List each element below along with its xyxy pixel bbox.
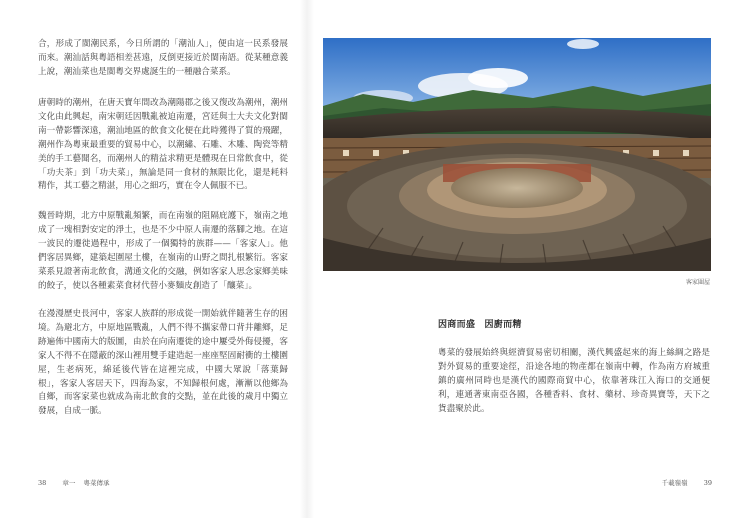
- left-paragraph-2: 唐朝時的潮州，在唐天寶年間改為潮陽郡之後又復改為潮州，潮州文化由此興起，南宋朝廷因戰亂被迫南遷，宮廷與士大夫文化對閩南一帶影響深遠，潮汕地區的飲食文化便在此時獲得了質的飛躍，潮州作為粵東最重要的貿易中心，以潮繡、石雕、木雕、陶瓷等精美的手工藝聞名，而潮州人的精益求精更是體現在日常飲食中，從「功夫茶」到「功夫菜」，無論是同一食材的無限比化，還是耗料精作，其工藝之精湛，用心之細巧，實在令人佩服不已。: [38, 98, 288, 192]
- chapter-label: 章一: [62, 479, 76, 487]
- left-paragraph-3: 魏晉時期，北方中原戰亂頻繁，而在南嶺的阻隔庇護下，嶺南之地成了一塊相對安定的淨土，也是不少中原人南遷的落腳之地。在這一波民的遷徙過程中，形成了一個獨特的族群——「客家人」。他們客居異鄉，建築起圍屋土樓，在嶺南的山野之間扎根繁衍。客家菜系見證著南北飲食，溝通文化的交融，例如客家人思念家鄉美味的餃子，使以各種素菜食材代替小麥麵皮創造了「釀菜」。: [38, 211, 288, 291]
- left-running-title: 粵菜傳承: [83, 479, 110, 487]
- left-page-number: 38: [38, 479, 47, 487]
- right-page-number: 39: [703, 479, 712, 487]
- right-running-title: 千載嶺嶺: [661, 479, 688, 487]
- tulou-photo: [323, 38, 711, 271]
- page-gutter: [300, 0, 314, 518]
- tulou-illustration: [323, 38, 711, 271]
- left-paragraph-4: 在漫漫歷史長河中，客家人族群的形成從一開始就伴隨著生存的困境。為避北方，中原地區戰亂，人們不得不攜家帶口背井離鄉，足跡遍佈中國南大的版圖，由於在向南遷徙的途中屢受外侮侵擾，客家人不得不在隱蔽的深山裡用雙手建造起一座座堅固耐衝的土樓圍屋，生老病死，綿延後代皆在這裡完成，中國大眾說「落葉歸根」，客家人客居天下，四海為家，不知歸根何處，漸漸以他鄉為自鄉，而客家菜也就成為南北飲食的交點，並在此後的歲月中獨立發展，自成一脈。: [38, 309, 288, 417]
- left-paragraph-1: 合，形成了閩潮民系，今日所謂的「潮汕人」，便由這一民系發展而來。潮汕話與粵語相差甚遠，反倒更接近於閩南語。從某種意義上說，潮汕菜也是閩粵交界處誕生的一種融合菜系。: [38, 39, 288, 77]
- photo-caption: 客家圍屋: [685, 279, 710, 286]
- right-footer: [662, 478, 712, 487]
- section-heading: 因商而盛 因廚而精: [438, 320, 522, 330]
- right-paragraph: 粵菜的發展始終與經濟貿易密切相關，漢代興盛起來的海上絲綢之路是對外貿易的重要途徑，沿途各地的物產都在嶺南中轉，作為南方府城重鎮的廣州同時也是漢代的國際商貿中心，依靠著珠江入海口的交通便利，連通著東南亞各國，各種香料、食材、藥材、珍奇異寶等，天下之貨盡聚於此。: [438, 348, 710, 414]
- left-footer: [38, 478, 109, 487]
